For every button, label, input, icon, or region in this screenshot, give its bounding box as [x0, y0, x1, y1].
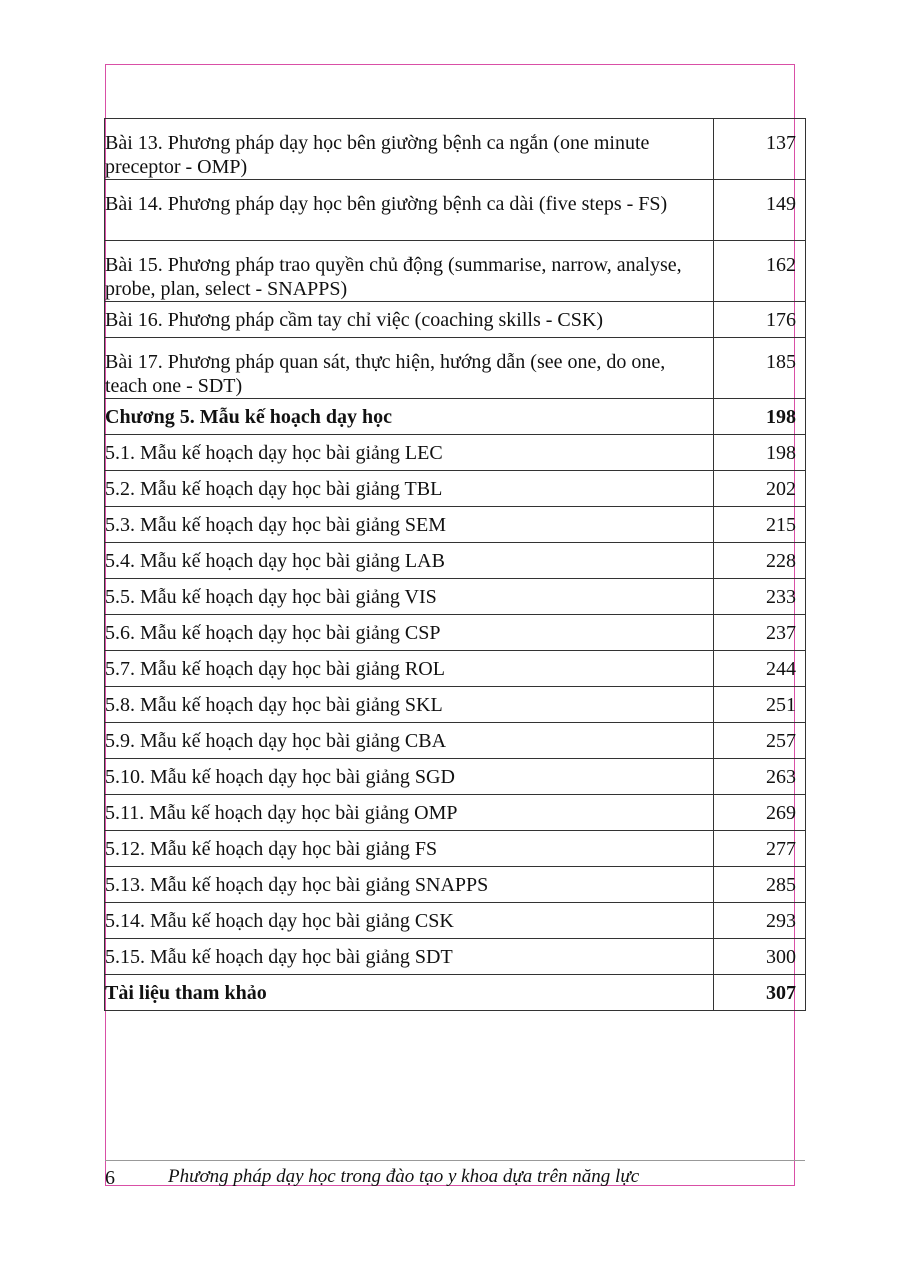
toc-chapter-title: Chương 5. Mẫu kế hoạch dạy học [105, 399, 714, 435]
toc-row[interactable] [105, 795, 806, 831]
toc-row[interactable] [105, 543, 806, 579]
toc-entry-page: 149 [714, 180, 806, 241]
toc-entry-page: 233 [714, 579, 806, 615]
toc-chapter-page: 198 [714, 399, 806, 435]
toc-entry-title: 5.3. Mẫu kế hoạch dạy học bài giảng SEM [105, 507, 714, 543]
table-of-contents [104, 118, 806, 1011]
toc-row[interactable] [105, 687, 806, 723]
toc-entry-page: 269 [714, 795, 806, 831]
toc-row[interactable] [105, 759, 806, 795]
toc-entry-title: 5.6. Mẫu kế hoạch dạy học bài giảng CSP [105, 615, 714, 651]
toc-entry-title: Bài 13. Phương pháp dạy học bên giường bệnh ca ngắn (one minute preceptor - OMP) [105, 119, 714, 180]
toc-entry-title: 5.10. Mẫu kế hoạch dạy học bài giảng SGD [105, 759, 714, 795]
toc-row[interactable] [105, 651, 806, 687]
toc-entry-page: 285 [714, 867, 806, 903]
page-number: 6 [105, 1167, 115, 1189]
toc-row[interactable] [105, 615, 806, 651]
toc-entry-page: 237 [714, 615, 806, 651]
toc-row[interactable] [105, 302, 806, 338]
toc-row[interactable] [105, 867, 806, 903]
toc-entry-page: 162 [714, 241, 806, 302]
toc-entry-title: 5.14. Mẫu kế hoạch dạy học bài giảng CSK [105, 903, 714, 939]
running-footer-title: Phương pháp dạy học trong đào tạo y khoa dựa trên năng lực [168, 1166, 640, 1187]
toc-entry-title: Bài 17. Phương pháp quan sát, thực hiện, hướng dẫn (see one, do one, teach one - SDT) [105, 338, 714, 399]
toc-entry-title: 5.2. Mẫu kế hoạch dạy học bài giảng TBL [105, 471, 714, 507]
toc-entry-title: Bài 14. Phương pháp dạy học bên giường bệnh ca dài (five steps - FS) [105, 180, 714, 241]
footer-divider [105, 1160, 805, 1161]
toc-entry-title: 5.15. Mẫu kế hoạch dạy học bài giảng SDT [105, 939, 714, 975]
toc-row[interactable] [105, 939, 806, 975]
toc-references-title: Tài liệu tham khảo [105, 975, 714, 1011]
toc-entry-title: 5.7. Mẫu kế hoạch dạy học bài giảng ROL [105, 651, 714, 687]
toc-entry-title: 5.11. Mẫu kế hoạch dạy học bài giảng OMP [105, 795, 714, 831]
toc-entry-page: 215 [714, 507, 806, 543]
toc-entry-title: 5.4. Mẫu kế hoạch dạy học bài giảng LAB [105, 543, 714, 579]
toc-entry-page: 293 [714, 903, 806, 939]
toc-entry-page: 198 [714, 435, 806, 471]
toc-entry-page: 228 [714, 543, 806, 579]
toc-references-row[interactable] [105, 975, 806, 1011]
toc-row[interactable] [105, 241, 806, 302]
toc-row[interactable] [105, 471, 806, 507]
toc-entry-title: 5.13. Mẫu kế hoạch dạy học bài giảng SNAPPS [105, 867, 714, 903]
toc-entry-title: 5.1. Mẫu kế hoạch dạy học bài giảng LEC [105, 435, 714, 471]
toc-entry-title: 5.8. Mẫu kế hoạch dạy học bài giảng SKL [105, 687, 714, 723]
toc-row[interactable] [105, 723, 806, 759]
toc-entry-page: 251 [714, 687, 806, 723]
toc-entry-page: 263 [714, 759, 806, 795]
toc-entry-page: 257 [714, 723, 806, 759]
toc-row[interactable] [105, 119, 806, 180]
toc-entry-page: 300 [714, 939, 806, 975]
toc-row[interactable] [105, 180, 806, 241]
toc-entry-title: 5.5. Mẫu kế hoạch dạy học bài giảng VIS [105, 579, 714, 615]
toc-entry-page: 137 [714, 119, 806, 180]
toc-entry-page: 176 [714, 302, 806, 338]
toc-entry-title: 5.9. Mẫu kế hoạch dạy học bài giảng CBA [105, 723, 714, 759]
toc-entry-title: Bài 15. Phương pháp trao quyền chủ động (summarise, narrow, analyse, probe, plan, select - SNAPPS) [105, 241, 714, 302]
toc-entry-title: Bài 16. Phương pháp cầm tay chỉ việc (coaching skills - CSK) [105, 302, 714, 338]
toc-row[interactable] [105, 338, 806, 399]
toc-row[interactable] [105, 903, 806, 939]
toc-row[interactable] [105, 435, 806, 471]
toc-row[interactable] [105, 579, 806, 615]
toc-entry-page: 202 [714, 471, 806, 507]
toc-entry-page: 185 [714, 338, 806, 399]
toc-row[interactable] [105, 507, 806, 543]
toc-row[interactable] [105, 831, 806, 867]
toc-entry-title: 5.12. Mẫu kế hoạch dạy học bài giảng FS [105, 831, 714, 867]
toc-references-page: 307 [714, 975, 806, 1011]
toc-chapter-row[interactable] [105, 399, 806, 435]
toc-entry-page: 244 [714, 651, 806, 687]
toc-entry-page: 277 [714, 831, 806, 867]
